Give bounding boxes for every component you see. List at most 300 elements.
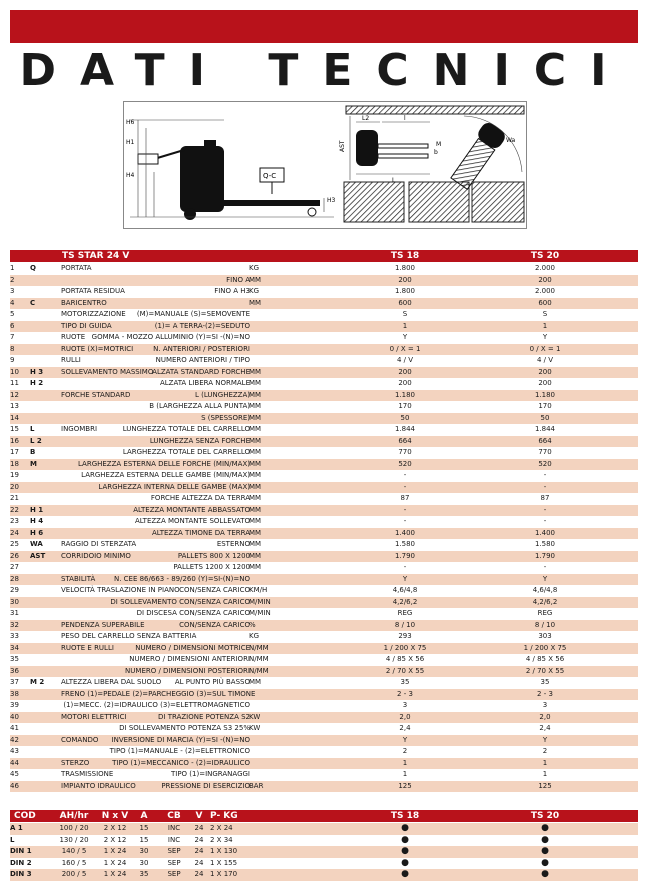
row-value-ts18: 200 [398, 367, 412, 376]
row-value-ts20: 1.790 [534, 551, 556, 560]
battery-ts20-mark: ● [541, 857, 549, 868]
row-value-ts20: 170 [538, 402, 552, 410]
row-number: 37 [10, 678, 19, 686]
row-unit: BAR [249, 781, 264, 790]
row-sublabel: (1)=MECC. (2)=IDRAULICO (3)=ELETTROMAGNETICO [63, 701, 250, 709]
row-value-ts18: S [402, 310, 408, 318]
spec-row [10, 769, 638, 781]
row-value-ts18: 1.790 [394, 551, 416, 560]
row-value-ts20: 4,6/4,8 [532, 586, 558, 594]
battery-ah: 130 / 20 [59, 835, 89, 844]
row-value-ts18: 293 [398, 632, 412, 640]
row-number: 7 [10, 333, 15, 341]
battery-ts20-mark: ● [541, 846, 549, 856]
technical-diagram [123, 101, 527, 229]
row-label: RUOTE [61, 333, 86, 341]
row-value-ts18: 664 [398, 436, 412, 445]
row-value-ts18: 770 [398, 448, 412, 456]
row-sublabel: TIPO (1)=MANUALE - (2)=ELETTRONICO [109, 747, 250, 755]
row-sublabel: LARGHEZZA ESTERNA DELLE GAMBE (MIN/MAX) [81, 471, 250, 479]
row-value-ts20: - [543, 482, 547, 491]
row-value-ts18: 2 / 70 X 55 [385, 666, 425, 675]
row-number: 41 [10, 724, 19, 732]
label-l2: L2 [362, 115, 370, 122]
label-h6: H6 [126, 119, 135, 126]
row-value-ts18: REG [397, 609, 413, 617]
row-value-ts20: 0 / X = 1 [529, 344, 561, 353]
battery-ts18-mark: ● [401, 869, 409, 879]
row-value-ts20: 50 [540, 413, 550, 422]
row-unit: MM [249, 413, 262, 422]
row-sublabel: FINO A H3 [214, 287, 250, 295]
battery-code: L [10, 835, 15, 844]
row-value-ts20: - [543, 563, 547, 571]
spec-row [10, 654, 638, 666]
row-number: 26 [10, 551, 19, 560]
spec-row [10, 516, 638, 528]
battery-pkg: 1 X 155 [210, 858, 238, 867]
row-unit: N/MM [249, 643, 269, 652]
row-value-ts18: 1 / 200 X 75 [383, 643, 427, 652]
row-symbol: B [30, 448, 36, 456]
row-value-ts18: 2,0 [399, 712, 411, 721]
row-value-ts18: Y [402, 574, 408, 583]
row-sublabel: N. CEE 86/663 - 89/260 (Y)=SI-(N)=NO [113, 574, 250, 583]
battery-col-ts20: TS 20 [530, 811, 560, 821]
row-sublabel: TIPO (1)=INGRANAGGI [171, 770, 250, 778]
truck-dimension-drawing [124, 102, 526, 228]
row-unit: KG [249, 632, 260, 640]
row-unit: MM [249, 402, 262, 410]
row-value-ts20: 1.580 [534, 540, 556, 548]
row-sublabel: LUNGHEZZA TOTALE DEL CARRELLO [122, 425, 250, 433]
row-number: 43 [10, 747, 19, 755]
row-label: ALTEZZA LIBERA DAL SUOLO [61, 678, 162, 686]
row-value-ts18: - [403, 471, 407, 479]
row-unit: MM [249, 540, 262, 548]
row-unit: MM [249, 482, 262, 491]
row-value-ts20: - [543, 471, 547, 479]
label-wa: Wa [506, 137, 516, 144]
battery-col-ah: AH/hr [59, 811, 89, 821]
row-value-ts18: 8 / 10 [394, 620, 416, 629]
row-value-ts20: 3 [542, 701, 548, 709]
row-label: RUOTE (X)=MOTRICI [61, 344, 134, 353]
row-number: 17 [10, 448, 19, 456]
row-unit: KW [249, 724, 261, 732]
row-value-ts18: Y [402, 735, 408, 744]
row-symbol: H 1 [30, 505, 44, 514]
row-value-ts20: 2.000 [534, 264, 556, 272]
battery-v: 24 [194, 824, 204, 832]
spec-row [10, 355, 638, 367]
spec-row [10, 689, 638, 701]
row-symbol: AST [30, 551, 46, 560]
spec-row [10, 413, 638, 425]
row-sublabel: FINO A [226, 275, 250, 284]
spec-row [10, 309, 638, 321]
row-sublabel: L (LUNGHEZZA) [195, 390, 250, 399]
row-label: COMANDO [61, 735, 99, 744]
row-sublabel: NUMERO / DIMENSIONI POSTERIORI [125, 666, 250, 675]
row-value-ts20: - [543, 505, 547, 514]
row-number: 31 [10, 609, 19, 617]
row-sublabel: (M)=MANUALE (S)=SEMOVENTE [136, 310, 250, 318]
battery-nxv: 2 X 12 [103, 835, 127, 844]
spec-row [10, 344, 638, 356]
row-number: 40 [10, 712, 19, 721]
row-value-ts20: 600 [538, 298, 552, 307]
row-value-ts20: - [543, 517, 547, 525]
row-value-ts18: 2,4 [399, 724, 411, 732]
row-value-ts20: 4 / 85 X 56 [525, 655, 565, 663]
row-symbol: L 2 [30, 436, 42, 445]
row-unit: MM [249, 494, 262, 502]
row-value-ts20: 2 / 70 X 55 [525, 666, 565, 675]
row-number: 12 [10, 390, 19, 399]
row-symbol: WA [30, 540, 43, 548]
row-value-ts18: 520 [398, 459, 412, 468]
label-h3: H3 [327, 197, 336, 204]
spec-table-header [10, 250, 638, 262]
row-sublabel: PRESSIONE DI ESERCIZIO [161, 781, 250, 790]
row-value-ts20: 8 / 10 [534, 620, 556, 629]
battery-ts20-mark: ● [541, 834, 549, 845]
spec-row [10, 321, 638, 333]
battery-code: A 1 [10, 824, 23, 832]
row-value-ts20: 2 [542, 747, 548, 755]
row-unit: KW [249, 712, 261, 721]
row-unit: MM [249, 298, 262, 307]
battery-col-pkg: P- KG [210, 811, 238, 821]
battery-row [10, 846, 638, 858]
row-label: PORTATA [61, 264, 92, 272]
row-unit: MM [249, 448, 262, 456]
row-value-ts18: 1 [402, 321, 408, 330]
spec-row [10, 597, 638, 609]
spec-row [10, 482, 638, 494]
spec-row [10, 286, 638, 298]
battery-col-a: A [140, 811, 148, 821]
row-unit: KM/H [249, 586, 268, 594]
row-symbol: C [30, 298, 36, 307]
row-sublabel: N. ANTERIORI / POSTERIORI [153, 344, 250, 353]
battery-a: 35 [139, 870, 149, 878]
row-unit: MM [249, 505, 262, 514]
row-sublabel: AL PUNTO PIÙ BASSO [174, 678, 250, 686]
row-label: PESO DEL CARRELLO SENZA BATTERIA [61, 632, 197, 640]
spec-row [10, 378, 638, 390]
row-value-ts20: 4 / V [536, 356, 554, 364]
row-label: FRENO (1)=PEDALE (2)=PARCHEGGIO (3)=SUL TIMONE [61, 689, 256, 698]
row-sublabel: ALTEZZA TIMONE DA TERRA [151, 528, 250, 537]
spec-row [10, 585, 638, 597]
row-value-ts18: 4,6/4,8 [392, 586, 418, 594]
battery-ah: 140 / 5 [61, 847, 87, 855]
row-value-ts20: 303 [538, 632, 552, 640]
row-value-ts20: 87 [540, 494, 550, 502]
spec-row [10, 298, 638, 310]
battery-col-cb: CB [167, 811, 181, 821]
row-sublabel: GOMMA - MOZZO ALLUMINIO (Y)=SI -(N)=NO [91, 333, 250, 341]
row-sublabel: DI SOLLEVAMENTO POTENZA S3 25% [119, 724, 250, 732]
row-label: SOLLEVAMENTO MASSIMO [61, 367, 154, 376]
battery-a: 30 [139, 847, 149, 855]
row-value-ts18: - [403, 482, 407, 491]
row-value-ts20: 770 [538, 448, 552, 456]
row-value-ts18: 50 [400, 413, 410, 422]
label-ast: AST [339, 140, 346, 152]
row-value-ts18: 1.180 [394, 390, 416, 399]
battery-col-nxv: N x V [101, 811, 129, 821]
row-value-ts20: Y [542, 333, 548, 341]
row-sublabel: LARGHEZZA ESTERNA DELLE FORCHE (MIN/MAX) [77, 459, 250, 468]
spec-row [10, 436, 638, 448]
row-number: 39 [10, 701, 19, 709]
row-number: 15 [10, 425, 19, 433]
row-symbol: H 2 [30, 379, 44, 387]
row-label: PORTATA RESIDUA [61, 287, 125, 295]
spec-row [10, 574, 638, 586]
row-unit: MM [249, 528, 262, 537]
row-unit: MM [249, 678, 262, 686]
row-number: 34 [10, 643, 19, 652]
row-value-ts20: 520 [538, 459, 552, 468]
row-sublabel: NUMERO ANTERIORI / TIPO [155, 356, 250, 364]
spec-row [10, 447, 638, 459]
row-value-ts18: - [403, 505, 407, 514]
spec-row [10, 367, 638, 379]
battery-code: DIN 2 [10, 858, 32, 867]
row-sublabel: LARGHEZZA TOTALE DEL CARRELLO [122, 448, 250, 456]
row-number: 1 [10, 264, 15, 272]
row-unit: MM [249, 471, 262, 479]
row-unit: % [249, 620, 256, 629]
battery-nxv: 1 X 24 [103, 847, 127, 855]
row-unit: MM [249, 563, 262, 571]
row-number: 16 [10, 436, 19, 445]
row-number: 44 [10, 758, 19, 767]
row-sublabel: B (LARGHEZZA ALLA PUNTA) [149, 402, 250, 410]
spec-row [10, 620, 638, 632]
row-number: 3 [10, 287, 15, 295]
row-number: 5 [10, 310, 15, 318]
row-sublabel: CON/SENZA CARICO [179, 620, 250, 629]
row-number: 13 [10, 402, 19, 410]
label-m: M [436, 141, 442, 148]
row-number: 33 [10, 632, 19, 640]
model-label: TS STAR 24 V [62, 251, 130, 261]
row-sublabel: PALLETS 1200 X 1200 [173, 563, 250, 571]
row-value-ts20: 1 [542, 758, 548, 767]
spec-row [10, 551, 638, 563]
battery-ts18-mark: ● [401, 834, 409, 845]
battery-table-header [10, 810, 638, 822]
spec-row [10, 263, 638, 275]
row-unit: MM [249, 425, 262, 433]
row-number: 25 [10, 540, 19, 548]
row-symbol: L [30, 425, 35, 433]
row-label: VELOCITÀ TRASLAZIONE IN PIANO [61, 586, 180, 594]
row-value-ts20: 664 [538, 436, 552, 445]
row-unit: MM [249, 379, 262, 387]
row-unit: MM [249, 517, 262, 525]
row-sublabel: DI SOLLEVAMENTO CON/SENZA CARICO [110, 597, 250, 606]
spec-row [10, 781, 638, 793]
battery-pkg: 2 X 24 [210, 824, 233, 832]
row-number: 42 [10, 735, 19, 744]
row-label: FORCHE STANDARD [61, 390, 131, 399]
row-value-ts20: Y [542, 735, 548, 744]
label-b: b [434, 149, 438, 156]
row-label: INGOMBRI [61, 425, 98, 433]
top-red-banner [10, 10, 638, 43]
row-value-ts18: 1.800 [394, 264, 416, 272]
battery-v: 24 [194, 847, 204, 855]
row-value-ts18: 600 [398, 298, 412, 307]
battery-ts20-mark: ● [541, 823, 549, 833]
row-value-ts18: Y [402, 333, 408, 341]
row-number: 18 [10, 459, 19, 468]
spec-row [10, 643, 638, 655]
row-value-ts18: 2 [402, 747, 408, 755]
row-value-ts20: S [542, 310, 548, 318]
row-number: 8 [10, 344, 15, 353]
row-sublabel: ALZATA LIBERA NORMALE [159, 379, 250, 387]
row-value-ts18: 200 [398, 379, 412, 387]
label-l-total: L [392, 177, 396, 184]
spec-row [10, 528, 638, 540]
col-ts20-header: TS 20 [530, 251, 560, 261]
row-value-ts20: 2,0 [539, 712, 551, 721]
row-unit: KG [249, 287, 260, 295]
row-unit: MM [249, 275, 262, 284]
row-sublabel: NUMERO / DIMENSIONI ANTERIORI [129, 655, 250, 663]
battery-cb: INC [167, 824, 181, 832]
battery-ah: 200 / 5 [61, 870, 87, 878]
row-number: 30 [10, 597, 19, 606]
row-unit: MM [249, 551, 262, 560]
spec-row [10, 459, 638, 471]
row-value-ts18: 1.800 [394, 287, 416, 295]
battery-ts18-mark: ● [401, 857, 409, 868]
row-number: 22 [10, 505, 19, 514]
row-number: 46 [10, 781, 19, 790]
spec-row [10, 735, 638, 747]
row-value-ts18: 4 / 85 X 56 [385, 655, 425, 663]
battery-col-cod: COD [14, 811, 36, 821]
row-symbol: H 4 [30, 517, 44, 525]
row-value-ts18: 200 [398, 275, 412, 284]
battery-nxv: 1 X 24 [103, 858, 127, 867]
spec-row [10, 493, 638, 505]
row-label: STERZO [61, 758, 90, 767]
row-unit: MM [249, 390, 262, 399]
row-value-ts18: 1 [402, 770, 408, 778]
row-symbol: H 3 [30, 367, 44, 376]
battery-nxv: 1 X 24 [103, 870, 127, 878]
row-value-ts20: 2.000 [534, 287, 556, 295]
row-value-ts20: 4,2/6,2 [532, 597, 558, 606]
row-sublabel: ALTEZZA MONTANTE ABBASSATO [133, 505, 250, 514]
battery-cb: SEP [167, 858, 181, 867]
row-sublabel: (1)= A TERRA-(2)=SEDUTO [154, 321, 250, 330]
row-symbol: H 6 [30, 528, 44, 537]
row-number: 19 [10, 471, 19, 479]
row-value-ts18: 4,2/6,2 [392, 597, 418, 606]
col-ts18-header: TS 18 [390, 251, 420, 261]
spec-row [10, 700, 638, 712]
row-value-ts20: 2,4 [539, 724, 551, 732]
row-number: 4 [10, 298, 15, 307]
row-number: 38 [10, 689, 19, 698]
row-sublabel: ALTEZZA MONTANTE SOLLEVATO [134, 517, 250, 525]
row-number: 14 [10, 413, 19, 422]
spec-row [10, 666, 638, 678]
row-number: 9 [10, 356, 15, 364]
row-value-ts18: 1.844 [394, 425, 416, 433]
row-value-ts20: 2 - 3 [537, 689, 553, 698]
row-sublabel: LARGHEZZA INTERNA DELLE GAMBE (MAX) [98, 482, 250, 491]
row-unit: MM [249, 436, 262, 445]
row-sublabel: NUMERO / DIMENSIONI MOTRICE [135, 643, 250, 652]
spec-row [10, 390, 638, 402]
battery-nxv: 2 X 12 [103, 824, 127, 832]
battery-code: DIN 3 [10, 870, 32, 878]
spec-row [10, 562, 638, 574]
battery-ah: 160 / 5 [61, 858, 87, 867]
row-value-ts20: Y [542, 574, 548, 583]
row-value-ts18: 35 [400, 678, 410, 686]
row-label: CORRIDOIO MINIMO [61, 551, 131, 560]
row-unit: MM [249, 367, 262, 376]
spec-row [10, 275, 638, 287]
battery-col-ts18: TS 18 [390, 811, 420, 821]
row-unit: KG [249, 264, 260, 272]
row-label: TIPO DI GUIDA [61, 321, 112, 330]
spec-row [10, 539, 638, 551]
battery-pkg: 2 X 34 [210, 835, 233, 844]
row-value-ts20: 1.400 [534, 528, 556, 537]
row-value-ts20: 125 [538, 781, 552, 790]
battery-ts18-mark: ● [401, 823, 409, 833]
battery-v: 24 [194, 835, 204, 844]
row-number: 32 [10, 620, 19, 629]
battery-pkg: 1 X 130 [210, 847, 238, 855]
battery-v: 24 [194, 870, 204, 878]
spec-row [10, 608, 638, 620]
battery-ts18-mark: ● [401, 846, 409, 856]
row-value-ts20: 1 / 200 X 75 [523, 643, 567, 652]
label-h1: H1 [126, 139, 135, 146]
row-unit: MM [249, 459, 262, 468]
row-label: STABILITÀ [61, 574, 96, 583]
row-unit: M/MIN [249, 597, 271, 606]
row-number: 20 [10, 482, 19, 491]
battery-row [10, 835, 638, 847]
battery-cb: SEP [167, 847, 181, 855]
row-sublabel: ALZATA STANDARD FORCHE [152, 367, 250, 376]
row-value-ts18: 1 [402, 758, 408, 767]
row-number: 29 [10, 586, 19, 594]
spec-row [10, 758, 638, 770]
row-sublabel: CON/SENZA CARICO [179, 586, 250, 594]
row-sublabel: S (SPESSORE) [201, 413, 250, 422]
label-qc: Q-C [263, 172, 277, 180]
row-number: 45 [10, 770, 19, 778]
row-sublabel: DI DISCESA CON/SENZA CARICO [136, 609, 250, 617]
row-number: 6 [10, 321, 15, 330]
